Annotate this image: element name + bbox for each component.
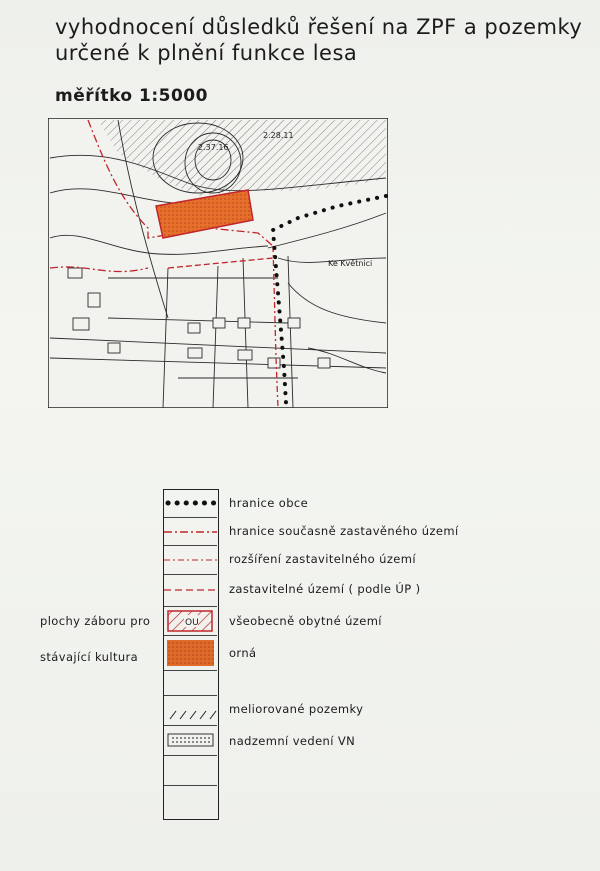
side-label-kultura: stávající kultura	[40, 650, 139, 664]
legend-label-built-up: hranice současně zastavěného území	[229, 524, 459, 538]
legend-label-buildable: zastavitelné území ( podle ÚP )	[229, 582, 421, 596]
legend-label-arable: orná	[229, 646, 257, 660]
cadastral-map	[48, 118, 388, 408]
title-line-2: určené k plnění funkce lesa	[55, 41, 358, 65]
title-line-1: vyhodnocení důsledků řešení na ZPF a pozemky	[55, 15, 583, 39]
label-parcel-2: 2.37.16	[198, 143, 229, 152]
legend-label-meliorated: meliorované pozemky	[229, 702, 364, 716]
double-line-icon	[168, 734, 213, 746]
legend-label-residential: všeobecně obytné území	[229, 614, 382, 628]
side-label-zabor: plochy záboru pro	[40, 614, 151, 628]
legend-symbols	[164, 490, 217, 820]
label-street: Ke Květnici	[328, 259, 373, 268]
legend-label-extension: rozšíření zastavitelného území	[229, 552, 416, 566]
diagonal-hatch-icon	[170, 711, 216, 719]
legend-column	[163, 489, 219, 820]
scale-label: měřítko 1:5000	[55, 86, 208, 106]
legend-label-boundary: hranice obce	[229, 496, 309, 510]
ou-swatch-text: OU	[185, 618, 199, 628]
map-title	[55, 14, 585, 66]
label-parcel-1: 2.28.11	[263, 131, 294, 140]
legend-label-power-line: nadzemní vedení VN	[229, 734, 356, 748]
orange-fill-icon	[167, 640, 214, 666]
